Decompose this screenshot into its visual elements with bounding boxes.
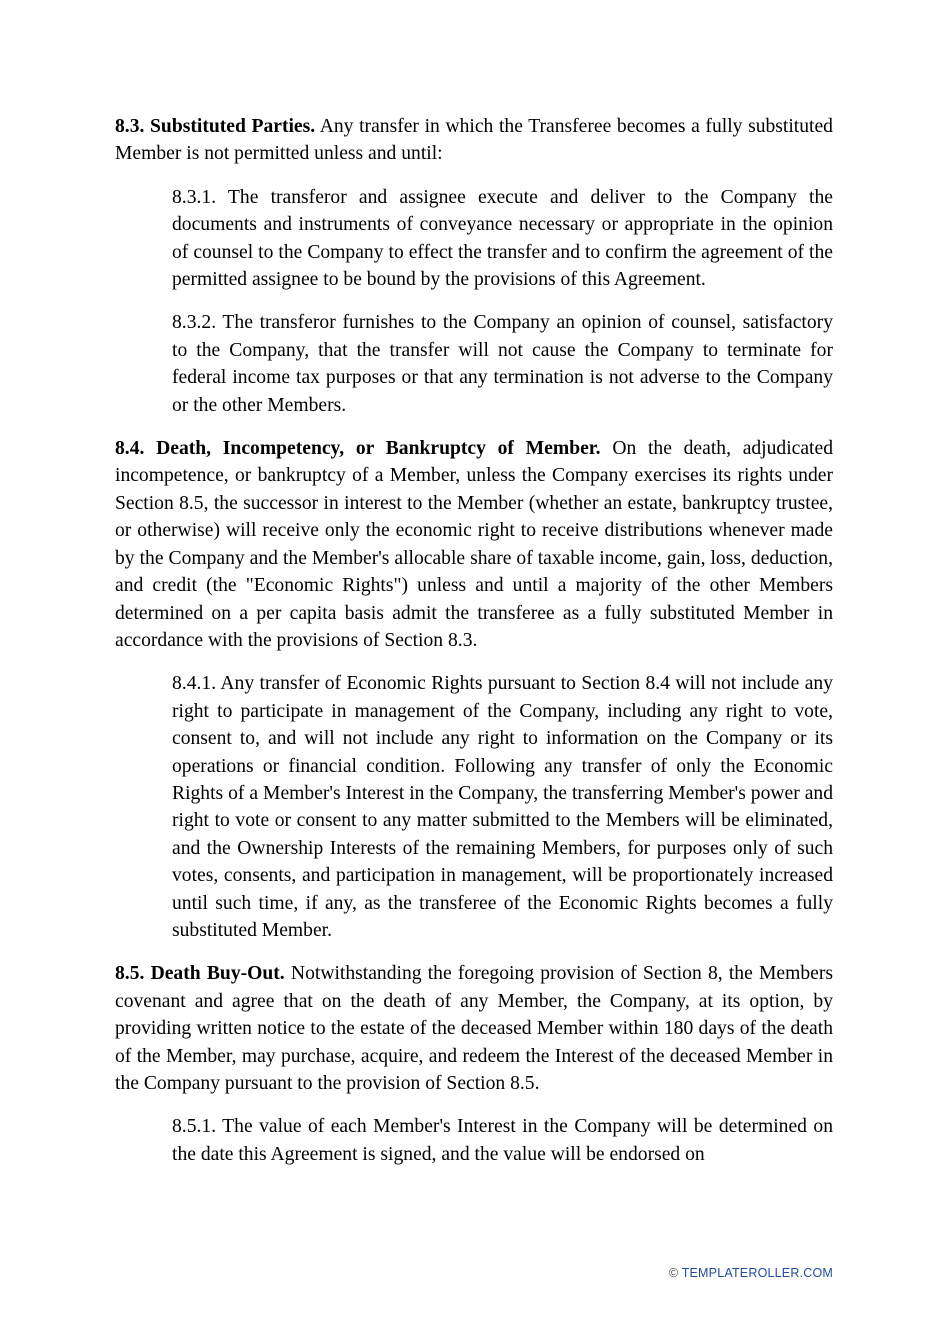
document-body [115,113,833,1168]
section-text: Any transfer in which the Transferee becomes a fully substituted Member is not permitted unless and until: [115,116,833,165]
section-8-3 [115,113,833,168]
section-8-4 [115,435,833,654]
section-8-5 [115,960,833,1097]
section-heading: 8.5. Death Buy-Out. [115,963,285,985]
section-heading: 8.4. Death, Incompetency, or Bankruptcy of Member. [115,438,601,460]
footer-watermark [669,1266,833,1280]
subsection-8-5-1: 8.5.1. The value of each Member's Interest in the Company will be determined on the date this Agreement is signed, and the value will be endorsed on [172,1116,833,1165]
subsection-8-3-1: 8.3.1. The transferor and assignee execute and deliver to the Company the documents and instruments of conveyance necessary or appropriate in the opinion of counsel to the Company to effect the transfer and to confirm the agreement of the permitted assignee to be bound by the provisions of this Agreement. [172,186,833,291]
subsection-8-4-1: 8.4.1. Any transfer of Economic Rights pursuant to Section 8.4 will not include any right to participate in management of the Company, including any right to vote, consent to, and will not include any right to information on the Company or its operations or financial condition. Following any transfer of only the Economic Rights of a Member's Interest in the Company, the transferring Member's power and right to vote or consent to any matter submitted to the Members will be eliminated, and the Ownership Interests of the remaining Members, for purposes only of such votes, consents, and participation in management, will be proportionately increased until such time, if any, as the transferee of the Economic Rights becomes a fully substituted Member. [172,673,833,941]
copyright-symbol: © [668,1266,679,1280]
subsection-8-3-2: 8.3.2. The transferor furnishes to the Company an opinion of counsel, satisfactory to the Company, that the transfer will not cause the Company to terminate for federal income tax purposes or that any termination is not adverse to the Company or the other Members. [172,312,833,416]
footer-site-link[interactable]: TEMPLATEROLLER.COM [681,1266,833,1280]
section-text: Notwithstanding the foregoing provision of Section 8, the Members covenant and agree that on the death of any Member, the Company, at its option, by providing written notice to the estate of the deceased Member within 180 days of the death of the Member, may purchase, acquire, and redeem the Interest of the deceased Member in the Company pursuant to the provision of Section 8.5. [115,963,834,1094]
section-text: On the death, adjudicated incompetence, or bankruptcy of a Member, unless the Company exercises its rights under Section 8.5, the successor in interest to the Member (whether an estate, bankruptcy trustee, or otherwise) will receive only the economic right to receive distributions whenever made by the Company and the Member's allocable share of taxable income, gain, loss, deduction, and credit (the "Economic Rights") unless and until a majority of the other Members determined on a per capita basis admit the transferee as a fully substituted Member in accordance with the provisions of Section 8.3. [115,438,833,651]
section-heading: 8.3. Substituted Parties. [115,116,316,137]
